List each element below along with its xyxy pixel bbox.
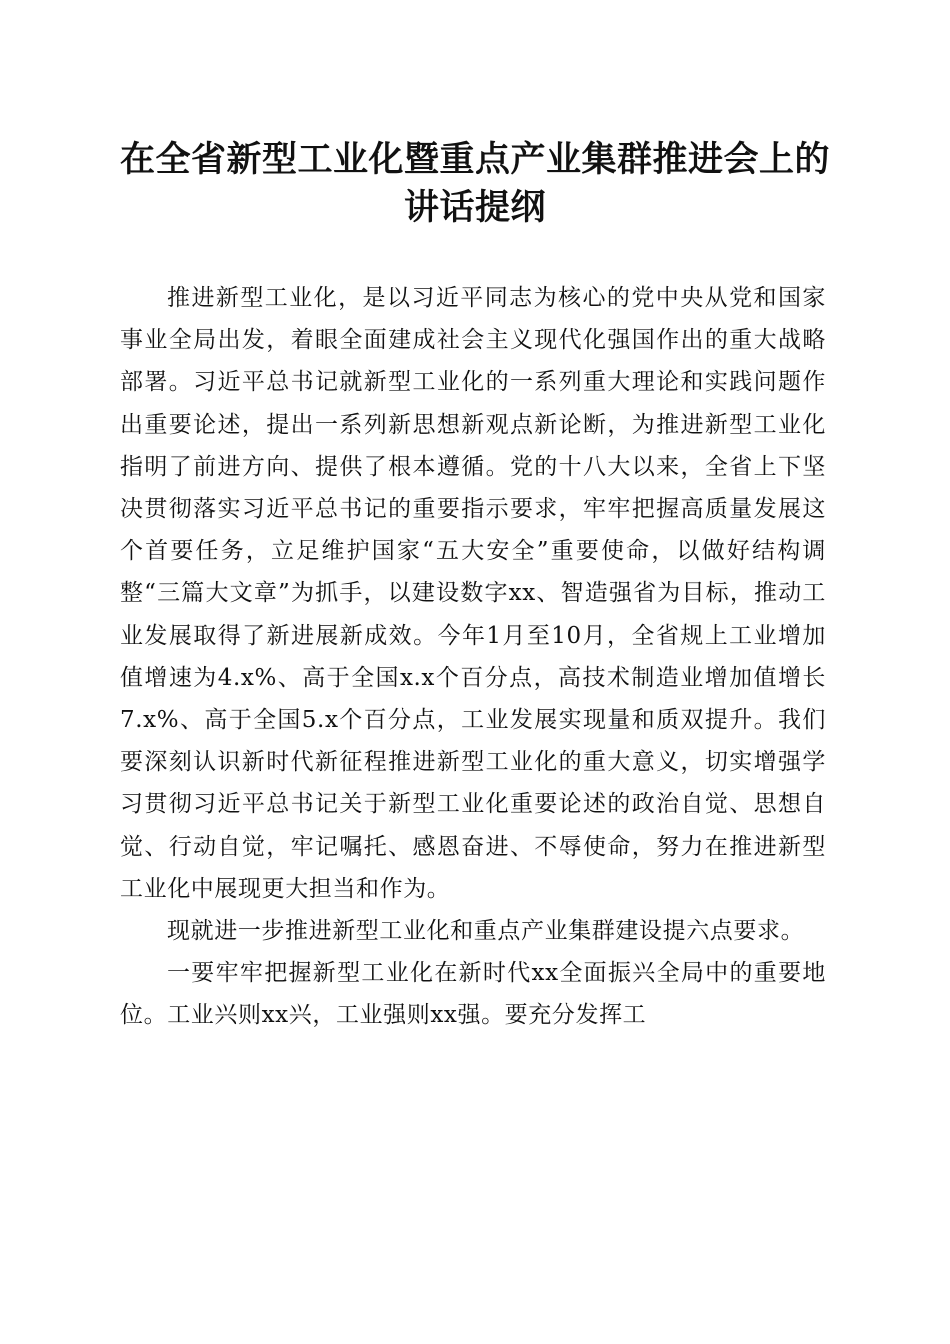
document-body bbox=[120, 277, 826, 1037]
document-title bbox=[110, 136, 840, 232]
title-line-2: 讲话提纲 bbox=[403, 187, 546, 228]
paragraph-point-one: 一要牢牢把握新型工业化在新时代xx全面振兴全局中的重要地位。工业兴则xx兴，工业强则xx强。要充分发挥工 bbox=[120, 960, 826, 1029]
title-line-1: 在全省新型工业化暨重点产业集群推进会上的 bbox=[119, 139, 830, 180]
paragraph-intro: 推进新型工业化，是以习近平同志为核心的党中央从党和国家事业全局出发，着眼全面建成社会主义现代化强国作出的重大战略部署。习近平总书记就新型工业化的一系列重大理论和实践问题作出重要论述，提出一系列新思想新观点新论断，为推进新型工业化指明了前进方向、提供了根本遵循。党的十八大以来，全省上下坚决贯彻落实习近平总书记的重要指示要求，牢牢把握高质量发展这个首要任务，立足维护国家“五大安全”重要使命，以做好结构调整“三篇大文章”为抓手，以建设数字xx、智造强省为目标，推动工业发展取得了新进展新成效。今年1月至10月，全省规上工业增加值增速为4.x%、高于全国x.x个百分点，高技术制造业增加值增长7.x%、高于全国5.x个百分点，工业发展实现量和质双提升。我们要深刻认识新时代新征程推进新型工业化的重大意义，切实增强学习贯彻习近平总书记关于新型工业化重要论述的政治自觉、思想自觉、行动自觉，牢记嘱托、感恩奋进、不辱使命，努力在推进新型工业化中展现更大担当和作为。 bbox=[120, 285, 826, 902]
paragraph-requirements: 现就进一步推进新型工业化和重点产业集群建设提六点要求。 bbox=[167, 918, 805, 945]
